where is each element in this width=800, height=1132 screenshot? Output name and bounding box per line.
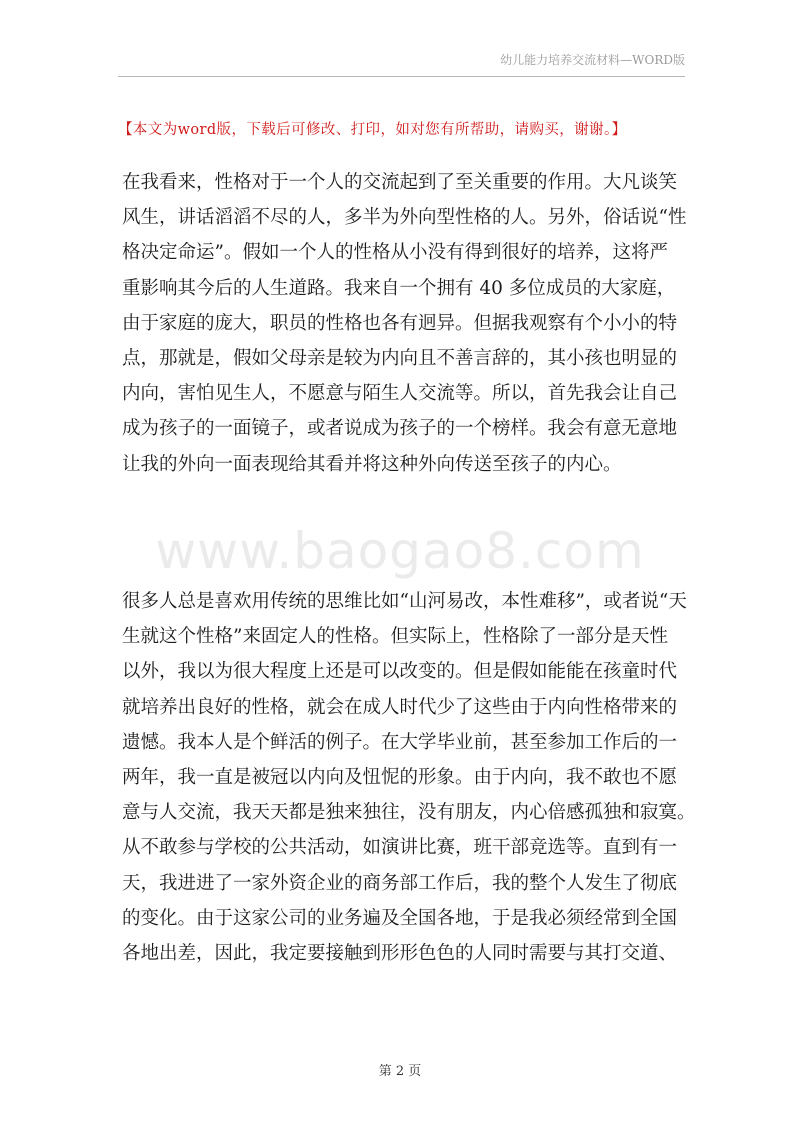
text-line: 成为孩子的一面镜子，或者说成为孩子的一个榜样。我会有意无意地 <box>122 418 678 440</box>
text-line: 天，我进进了一家外资企业的商务部工作后，我的整个人发生了彻底 <box>122 872 678 894</box>
paragraph-1 <box>122 165 687 482</box>
text-line: 让我的外向一面表现给其看并将这种外向传送至孩子的内心。 <box>122 453 622 475</box>
text-line: 的变化。由于这家公司的业务遍及全国各地，于是我必须经常到全国 <box>122 907 678 929</box>
text-line: 点，那就是，假如父母亲是较为内向且不善言辞的，其小孩也明显的 <box>122 348 678 370</box>
text-line: 从不敢参与学校的公共活动，如演讲比赛，班干部竞选等。直到有一 <box>122 837 678 859</box>
text-line: 两年，我一直是被冠以内向及忸怩的形象。由于内向，我不敢也不愿 <box>122 767 678 789</box>
text-line: 很多人总是喜欢用传统的思维比如“山河易改，本性难移”，或者说“天 <box>122 591 687 612</box>
download-notice: 【本文为word版，下载后可修改、打印，如对您有所帮助，请购买，谢谢。】 <box>118 122 627 138</box>
text-line: 风生，讲话滔滔不尽的人，多半为外向型性格的人。另外，俗话说“性 <box>122 207 687 229</box>
text-line: 各地出差，因此，我定要接触到形形色色的人同时需要与其打交道、 <box>122 943 678 965</box>
text-line: 以外，我以为很大程度上还是可以改变的。但是假如能能在孩童时代 <box>122 661 678 683</box>
text-line: 意与人交流，我天天都是独来独往，没有朋友，内心倍感孤独和寂寞。 <box>122 802 696 824</box>
watermark: www.baogao8.com <box>155 522 645 580</box>
text-line: 遗憾。我本人是个鲜活的例子。在大学毕业前，甚至参加工作后的一 <box>122 731 678 753</box>
header-divider <box>118 76 685 77</box>
text-line: 生就这个性格”来固定人的性格。但实际上，性格除了一部分是天性 <box>122 626 668 648</box>
page-number: 第 2 页 <box>378 1064 422 1079</box>
text-line: 格决定命运”。假如一个人的性格从小没有得到很好的培养，这将严 <box>122 242 668 264</box>
text-line: 就培养出良好的性格，就会在成人时代少了这些由于内向性格带来的 <box>122 696 678 718</box>
page-header-title: 幼儿能力培养交流材料—WORD版 <box>500 53 685 67</box>
text-line: 内向，害怕见生人，不愿意与陌生人交流等。所以，首先我会让自己 <box>122 383 678 405</box>
text-line: 在我看来，性格对于一个人的交流起到了至关重要的作用。大凡谈笑 <box>122 172 678 193</box>
paragraph-2 <box>122 584 696 971</box>
text-line: 重影响其今后的人生道路。我来自一个拥有 40 多位成员的大家庭， <box>122 277 676 299</box>
text-line: 由于家庭的庞大，职员的性格也各有迥异。但据我观察有个小小的特 <box>122 312 678 334</box>
